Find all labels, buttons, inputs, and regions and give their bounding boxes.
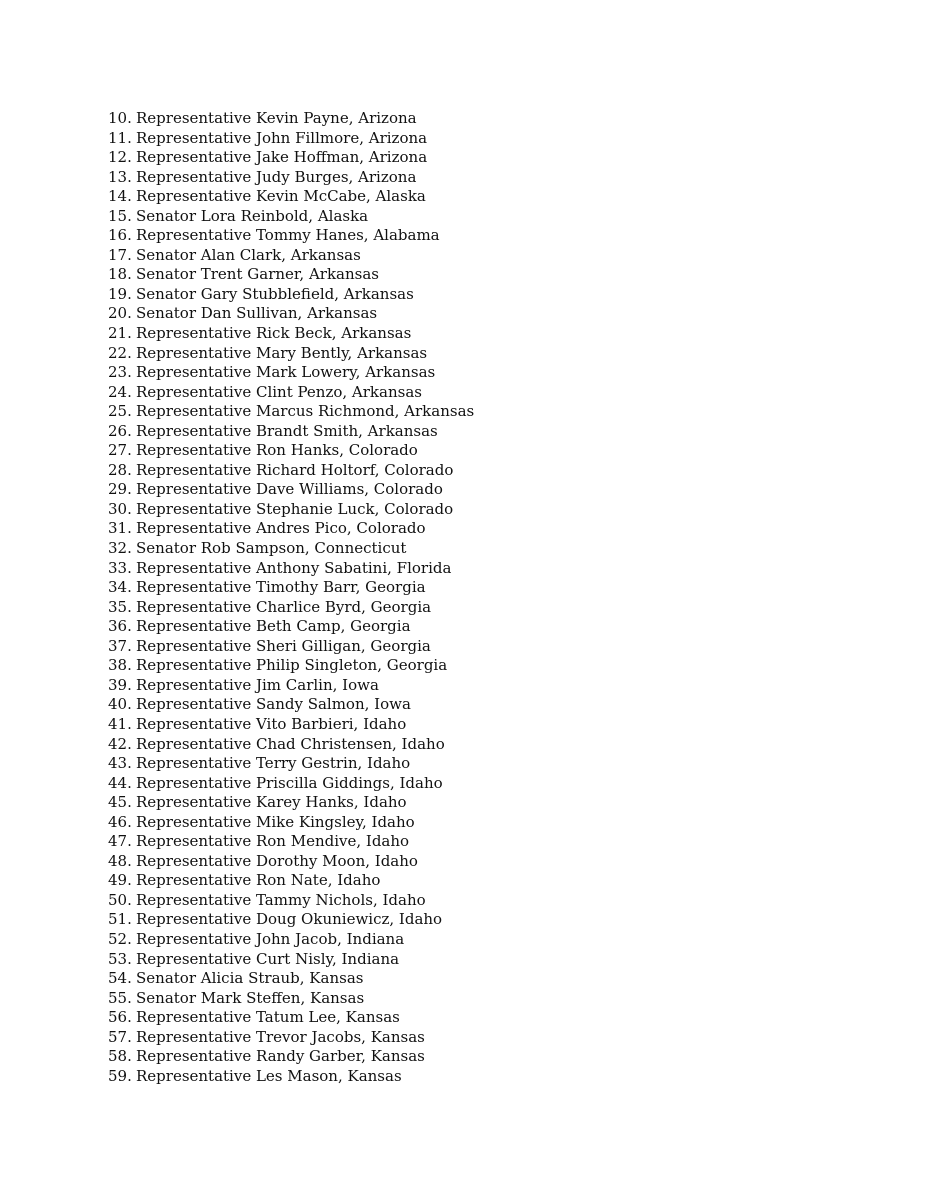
list-item-text: Representative Terry Gestrin, Idaho	[136, 754, 411, 773]
list-item	[108, 1028, 474, 1048]
list-item	[108, 735, 474, 755]
list-item-number: 31.	[108, 519, 132, 538]
list-item-text: Representative Curt Nisly, Indiana	[136, 949, 400, 968]
list-item	[108, 207, 474, 227]
list-item	[108, 617, 474, 637]
list-item	[108, 852, 474, 872]
list-item	[108, 559, 474, 579]
list-item-number: 35.	[108, 597, 132, 616]
list-item	[108, 129, 474, 149]
list-item-text: Senator Lora Reinbold, Alaska	[136, 206, 369, 225]
list-item-text: Representative Dave Williams, Colorado	[136, 480, 443, 499]
list-item	[108, 891, 474, 911]
list-item	[108, 519, 474, 539]
list-item-number: 50.	[108, 890, 132, 909]
list-item-text: Senator Alan Clark, Arkansas	[136, 245, 361, 264]
list-item-text: Representative Jim Carlin, Iowa	[136, 675, 379, 694]
list-item-number: 25.	[108, 402, 132, 421]
list-item	[108, 500, 474, 520]
list-item-number: 23.	[108, 363, 132, 382]
list-item-text: Representative Kevin McCabe, Alaska	[136, 187, 426, 206]
list-item-number: 28.	[108, 460, 132, 479]
list-item-number: 48.	[108, 851, 132, 870]
list-item-number: 45.	[108, 793, 132, 812]
list-item-number: 41.	[108, 714, 132, 733]
list-item-text: Representative Rick Beck, Arkansas	[136, 324, 412, 343]
list-item-number: 52.	[108, 929, 132, 948]
legislator-list	[108, 109, 474, 1086]
list-item-text: Representative Mark Lowery, Arkansas	[136, 363, 436, 382]
list-item-text: Representative Chad Christensen, Idaho	[136, 734, 445, 753]
list-item-number: 22.	[108, 343, 132, 362]
list-item-text: Representative Andres Pico, Colorado	[136, 519, 426, 538]
list-item-number: 59.	[108, 1066, 132, 1085]
list-item	[108, 461, 474, 481]
list-item-number: 46.	[108, 812, 132, 831]
list-item-text: Representative Ron Mendive, Idaho	[136, 832, 410, 851]
list-item	[108, 813, 474, 833]
list-item	[108, 539, 474, 559]
list-item-text: Representative Priscilla Giddings, Idaho	[136, 773, 443, 792]
list-item	[108, 226, 474, 246]
list-item-number: 11.	[108, 128, 132, 147]
list-item	[108, 676, 474, 696]
list-item-number: 58.	[108, 1047, 132, 1066]
list-item	[108, 578, 474, 598]
list-item-number: 10.	[108, 109, 132, 127]
list-item-text: Representative John Jacob, Indiana	[136, 929, 405, 948]
list-item-text: Representative Mary Bently, Arkansas	[136, 343, 428, 362]
list-item	[108, 148, 474, 168]
list-item-number: 43.	[108, 754, 132, 773]
list-item	[108, 383, 474, 403]
list-item-number: 49.	[108, 871, 132, 890]
list-item-number: 34.	[108, 578, 132, 597]
list-item	[108, 1067, 474, 1087]
list-item	[108, 695, 474, 715]
list-item-text: Senator Mark Steffen, Kansas	[136, 988, 365, 1007]
list-item-text: Representative Ron Nate, Idaho	[136, 871, 381, 890]
list-item-text: Representative Doug Okuniewicz, Idaho	[136, 910, 443, 929]
list-item-number: 42.	[108, 734, 132, 753]
list-item-number: 18.	[108, 265, 132, 284]
list-item-number: 26.	[108, 421, 132, 440]
list-item-text: Representative Marcus Richmond, Arkansas	[136, 402, 475, 421]
list-item-number: 47.	[108, 832, 132, 851]
list-item	[108, 246, 474, 266]
list-item-number: 37.	[108, 636, 132, 655]
list-item	[108, 656, 474, 676]
list-item-number: 33.	[108, 558, 132, 577]
list-item	[108, 754, 474, 774]
list-item-text: Representative Philip Singleton, Georgia	[136, 656, 448, 675]
list-item	[108, 265, 474, 285]
list-item-number: 12.	[108, 148, 132, 167]
list-item	[108, 363, 474, 383]
list-item	[108, 344, 474, 364]
list-item-number: 20.	[108, 304, 132, 323]
list-item-text: Representative Clint Penzo, Arkansas	[136, 382, 422, 401]
list-item	[108, 422, 474, 442]
list-item-text: Representative Randy Garber, Kansas	[136, 1047, 425, 1066]
list-item	[108, 598, 474, 618]
list-item-text: Representative John Fillmore, Arizona	[136, 128, 428, 147]
list-item	[108, 109, 474, 129]
list-item-text: Senator Alicia Straub, Kansas	[136, 969, 364, 988]
list-item	[108, 304, 474, 324]
list-item	[108, 774, 474, 794]
list-item-text: Senator Gary Stubblefield, Arkansas	[136, 284, 414, 303]
list-item-text: Representative Beth Camp, Georgia	[136, 617, 411, 636]
list-item	[108, 1008, 474, 1028]
list-item	[108, 832, 474, 852]
list-item	[108, 285, 474, 305]
list-item-text: Representative Sheri Gilligan, Georgia	[136, 636, 431, 655]
list-item	[108, 989, 474, 1009]
list-item-text: Senator Trent Garner, Arkansas	[136, 265, 379, 284]
list-item	[108, 480, 474, 500]
list-item	[108, 402, 474, 422]
list-item-number: 39.	[108, 675, 132, 694]
list-item	[108, 715, 474, 735]
list-item-text: Representative Trevor Jacobs, Kansas	[136, 1027, 425, 1046]
list-item-number: 36.	[108, 617, 132, 636]
list-item-number: 30.	[108, 499, 132, 518]
list-item	[108, 793, 474, 813]
list-item-text: Representative Judy Burges, Arizona	[136, 167, 417, 186]
list-item-text: Representative Kevin Payne, Arizona	[136, 109, 417, 127]
list-item-text: Representative Brandt Smith, Arkansas	[136, 421, 438, 440]
list-item-text: Senator Rob Sampson, Connecticut	[136, 539, 407, 558]
list-item-number: 51.	[108, 910, 132, 929]
list-item-number: 54.	[108, 969, 132, 988]
list-item-text: Senator Dan Sullivan, Arkansas	[136, 304, 378, 323]
list-item-text: Representative Les Mason, Kansas	[136, 1066, 402, 1085]
list-item-text: Representative Vito Barbieri, Idaho	[136, 714, 407, 733]
list-item-text: Representative Tommy Hanes, Alabama	[136, 226, 440, 245]
list-item-number: 15.	[108, 206, 132, 225]
list-item-text: Representative Richard Holtorf, Colorado	[136, 460, 454, 479]
list-item-number: 55.	[108, 988, 132, 1007]
list-item-text: Representative Anthony Sabatini, Florida	[136, 558, 452, 577]
list-item-number: 57.	[108, 1027, 132, 1046]
list-item-number: 27.	[108, 441, 132, 460]
list-item-text: Representative Tatum Lee, Kansas	[136, 1008, 400, 1027]
list-item-number: 17.	[108, 245, 132, 264]
list-item-number: 44.	[108, 773, 132, 792]
list-item-number: 40.	[108, 695, 132, 714]
list-item	[108, 950, 474, 970]
list-item-number: 56.	[108, 1008, 132, 1027]
list-item-number: 14.	[108, 187, 132, 206]
list-item	[108, 910, 474, 930]
list-item	[108, 930, 474, 950]
list-item-text: Representative Tammy Nichols, Idaho	[136, 890, 426, 909]
list-item-text: Representative Stephanie Luck, Colorado	[136, 499, 454, 518]
list-item-text: Representative Ron Hanks, Colorado	[136, 441, 418, 460]
list-item-number: 29.	[108, 480, 132, 499]
list-item	[108, 969, 474, 989]
list-item-text: Representative Dorothy Moon, Idaho	[136, 851, 418, 870]
list-item	[108, 168, 474, 188]
list-item	[108, 871, 474, 891]
list-item-number: 53.	[108, 949, 132, 968]
list-item-text: Representative Karey Hanks, Idaho	[136, 793, 407, 812]
list-item-number: 32.	[108, 539, 132, 558]
list-item-text: Representative Jake Hoffman, Arizona	[136, 148, 428, 167]
list-item-text: Representative Sandy Salmon, Iowa	[136, 695, 411, 714]
list-item	[108, 324, 474, 344]
list-item-number: 21.	[108, 324, 132, 343]
list-item	[108, 441, 474, 461]
list-item-number: 24.	[108, 382, 132, 401]
list-item	[108, 187, 474, 207]
list-item-number: 13.	[108, 167, 132, 186]
list-item-text: Representative Charlice Byrd, Georgia	[136, 597, 432, 616]
list-item-text: Representative Timothy Barr, Georgia	[136, 578, 426, 597]
list-item-text: Representative Mike Kingsley, Idaho	[136, 812, 415, 831]
list-item-number: 38.	[108, 656, 132, 675]
list-item	[108, 1047, 474, 1067]
list-item	[108, 637, 474, 657]
list-item-number: 19.	[108, 284, 132, 303]
list-item-number: 16.	[108, 226, 132, 245]
